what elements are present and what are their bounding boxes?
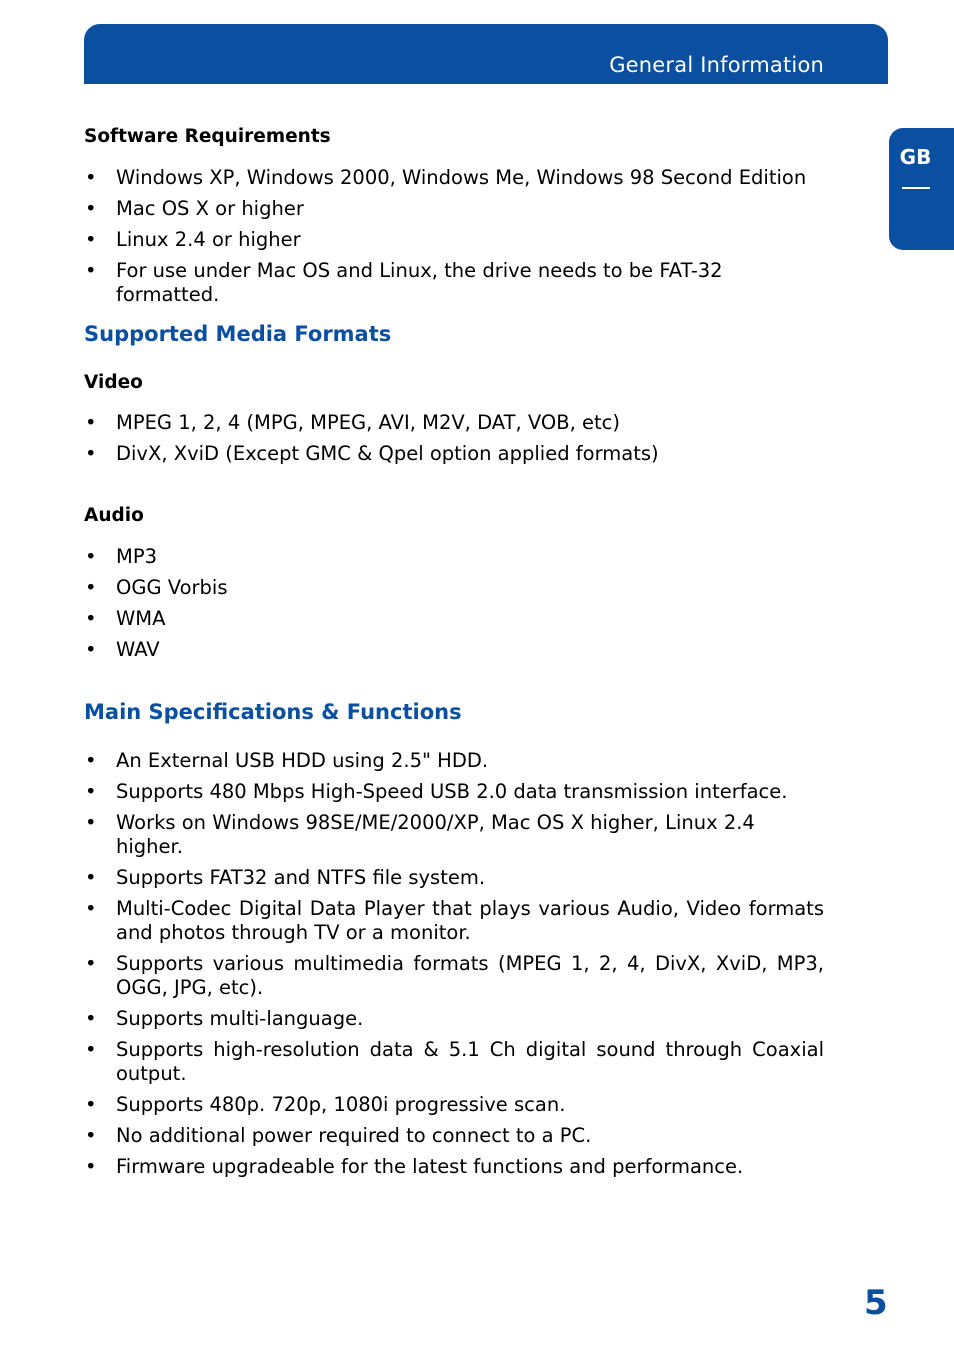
list-item: • DivX, XviD (Except GMC & Qpel option applied formats) bbox=[84, 442, 824, 466]
list-item: • For use under Mac OS and Linux, the drive needs to be FAT-32 formatted. bbox=[84, 259, 824, 307]
list-item: • Firmware upgradeable for the latest functions and performance. bbox=[84, 1155, 824, 1179]
list-item: • Supports 480 Mbps High-Speed USB 2.0 data transmission interface. bbox=[84, 780, 824, 804]
audio-formats-list bbox=[84, 545, 824, 669]
main-specifications-heading: Main Specifications & Functions bbox=[84, 700, 462, 724]
list-item: • Supports various multimedia formats (MPEG 1, 2, 4, DivX, XviD, MP3, OGG, JPG, etc). bbox=[84, 952, 824, 1000]
list-item: • MP3 bbox=[84, 545, 824, 569]
list-item: • MPEG 1, 2, 4 (MPG, MPEG, AVI, M2V, DAT, VOB, etc) bbox=[84, 411, 824, 435]
list-item: • OGG Vorbis bbox=[84, 576, 824, 600]
language-tab-label: GB bbox=[899, 145, 932, 169]
language-tab-rule bbox=[902, 187, 930, 189]
list-item: • Linux 2.4 or higher bbox=[84, 228, 824, 252]
list-item: • No additional power required to connect to a PC. bbox=[84, 1124, 824, 1148]
list-item: • An External USB HDD using 2.5" HDD. bbox=[84, 749, 824, 773]
software-requirements-list bbox=[84, 166, 824, 314]
list-item: • WMA bbox=[84, 607, 824, 631]
list-item: • Mac OS X or higher bbox=[84, 197, 824, 221]
list-item: • Multi-Codec Digital Data Player that plays various Audio, Video formats and photos through TV or a monitor. bbox=[84, 897, 824, 945]
video-heading: Video bbox=[84, 372, 143, 393]
supported-media-formats-heading: Supported Media Formats bbox=[84, 322, 392, 346]
list-item: • Windows XP, Windows 2000, Windows Me, Windows 98 Second Edition bbox=[84, 166, 824, 190]
list-item: • Supports multi-language. bbox=[84, 1007, 824, 1031]
main-specifications-list bbox=[84, 749, 824, 1186]
video-formats-list bbox=[84, 411, 824, 473]
audio-heading: Audio bbox=[84, 505, 144, 526]
page-number: 5 bbox=[864, 1283, 888, 1323]
software-requirements-heading: Software Requirements bbox=[84, 126, 331, 147]
language-tab bbox=[889, 128, 954, 250]
list-item: • Supports 480p. 720p, 1080i progressive scan. bbox=[84, 1093, 824, 1117]
list-item: • Supports high-resolution data & 5.1 Ch digital sound through Coaxial output. bbox=[84, 1038, 824, 1086]
list-item: • WAV bbox=[84, 638, 824, 662]
list-item: • Works on Windows 98SE/ME/2000/XP, Mac OS X higher, Linux 2.4 higher. bbox=[84, 811, 824, 859]
list-item: • Supports FAT32 and NTFS file system. bbox=[84, 866, 824, 890]
header-bar bbox=[84, 24, 888, 84]
header-title: General Information bbox=[609, 53, 824, 77]
